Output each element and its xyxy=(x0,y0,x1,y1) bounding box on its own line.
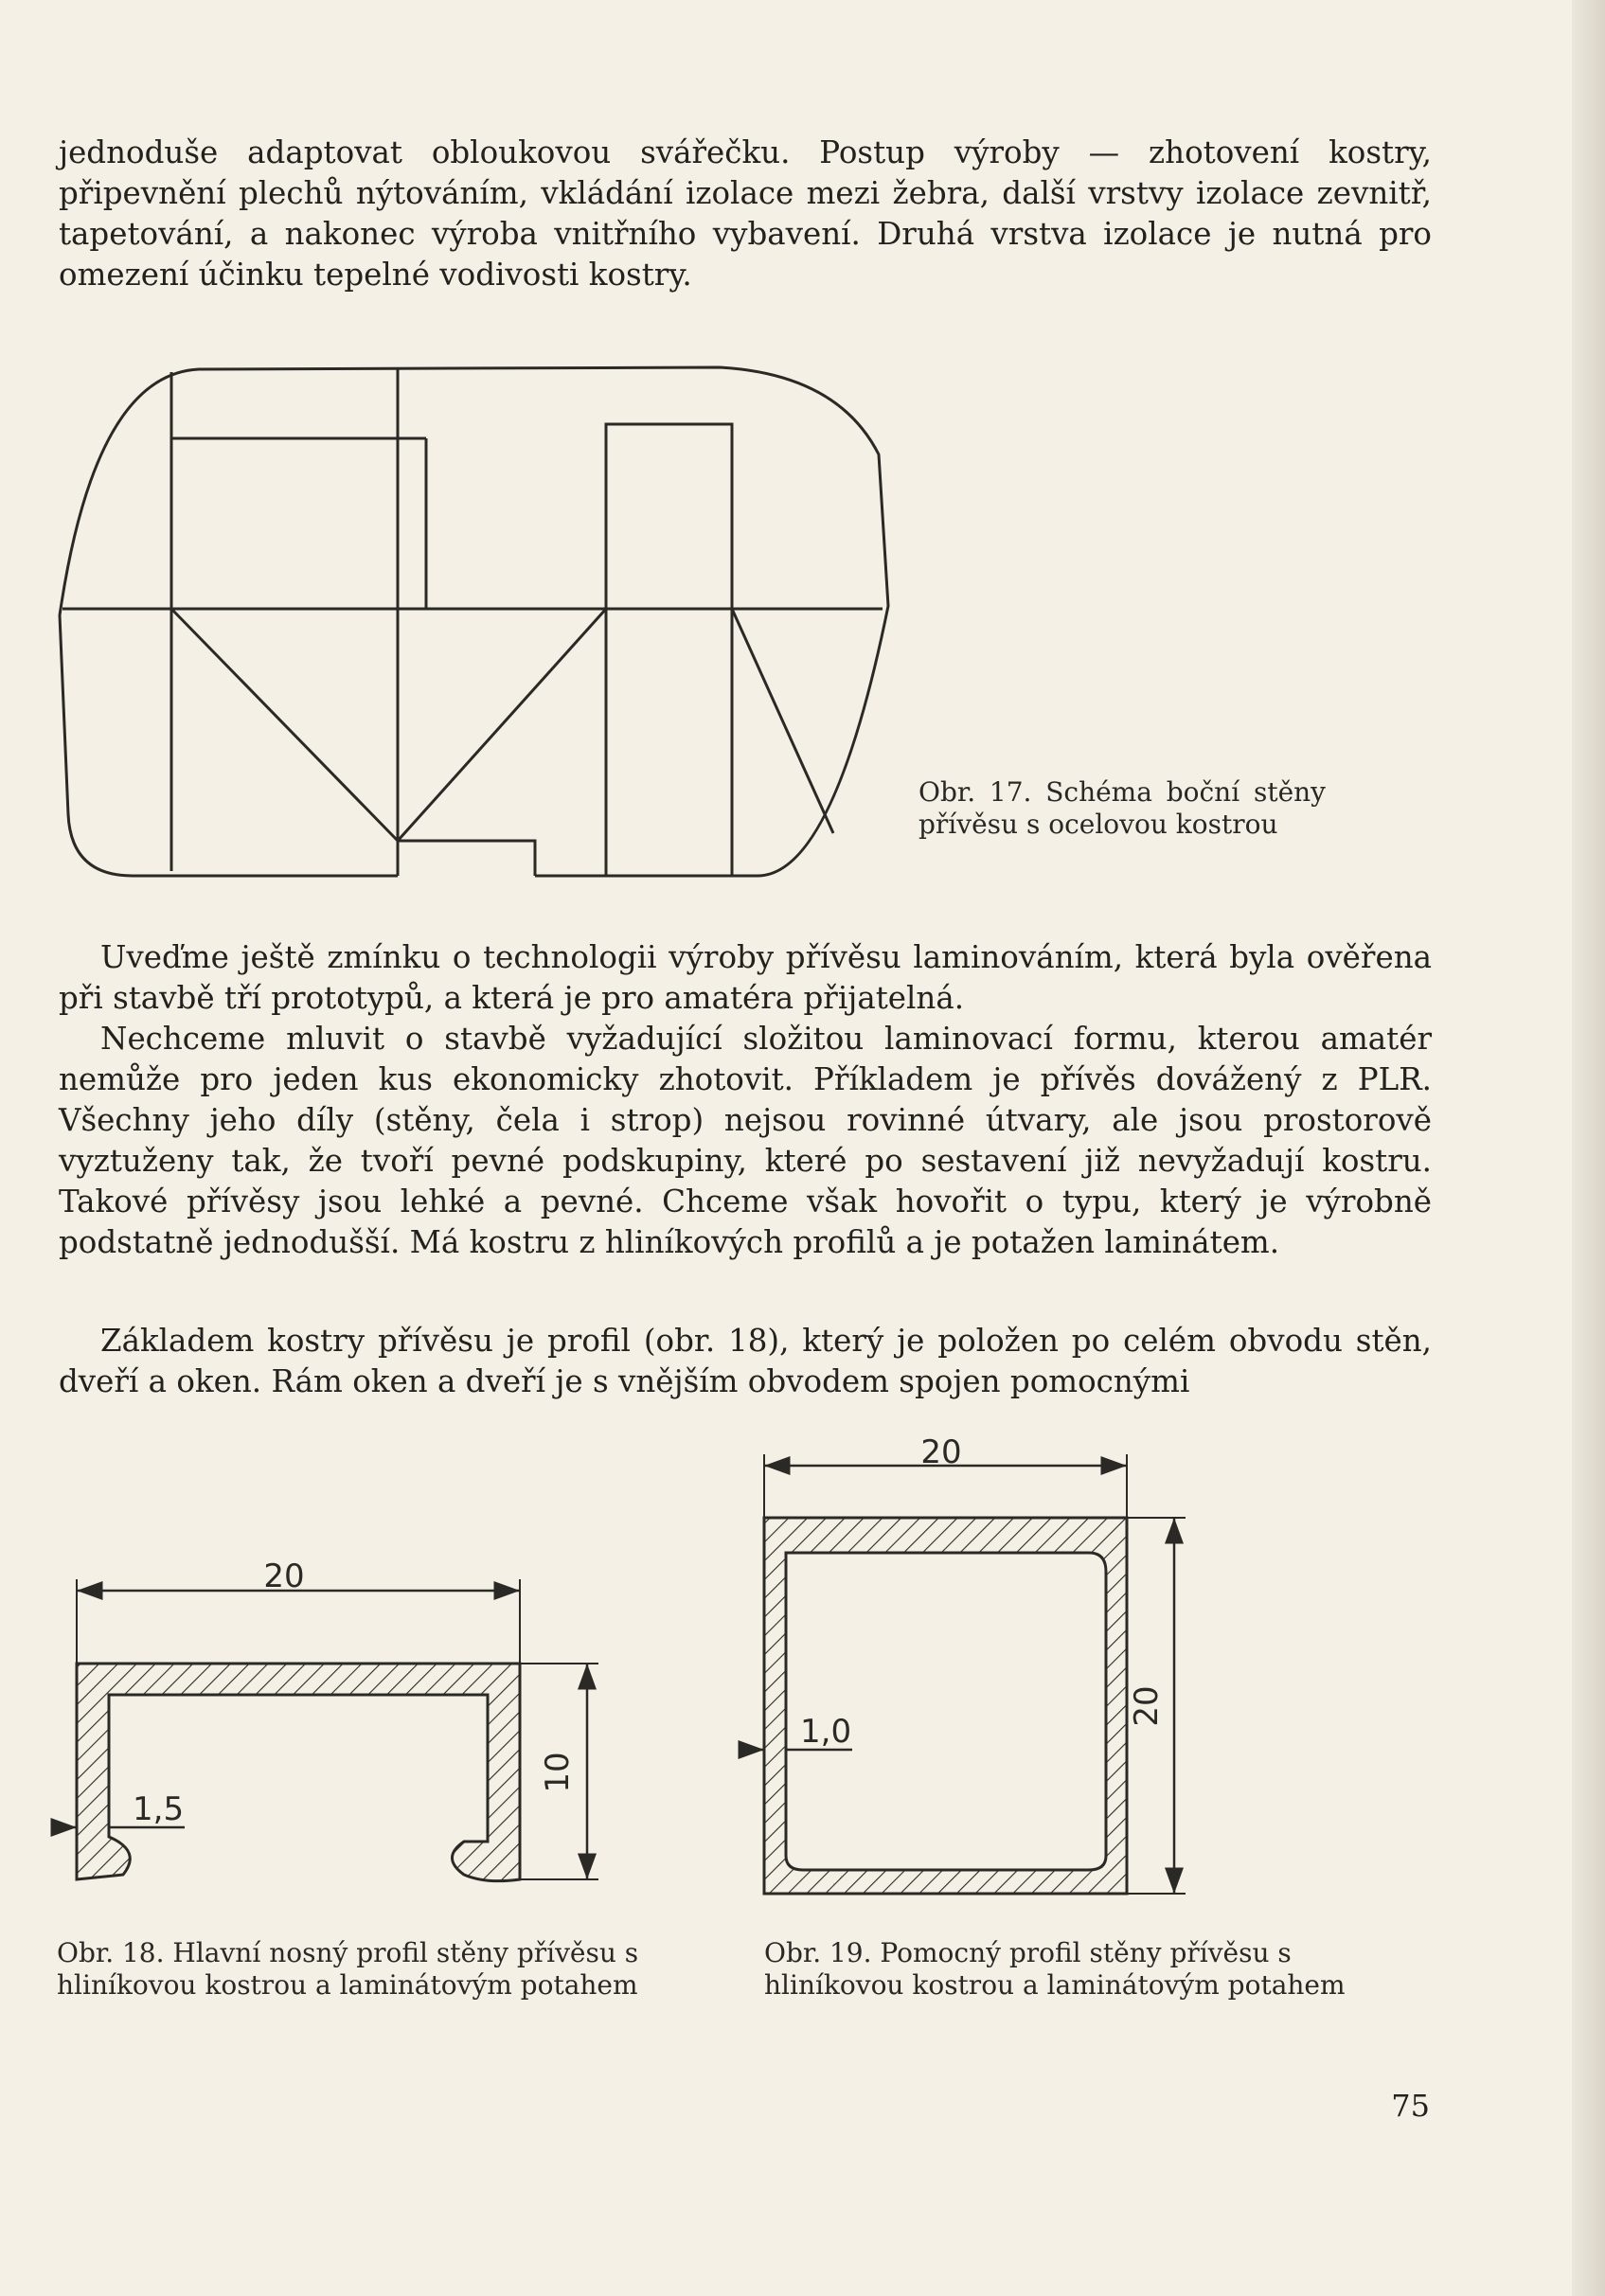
page-number: 75 xyxy=(1391,2088,1430,2124)
fig17-frame xyxy=(60,367,888,876)
fig17-caption: Obr. 17. Schéma boční stěny přívěsu s ocelovou kostrou xyxy=(918,776,1326,840)
fig18-width-label: 20 xyxy=(263,1557,305,1595)
fig18-caption: Obr. 18. Hlavní nosný profil stěny přívěsu s hliníkovou kostrou a laminátovým potahem xyxy=(57,1937,639,2001)
fig18-height-label: 10 xyxy=(539,1752,577,1793)
fig19-thickness-label: 1,0 xyxy=(800,1713,852,1751)
fig19-width-label: 20 xyxy=(920,1433,962,1471)
fig19-caption: Obr. 19. Pomocný profil stěny přívěsu s hliníkovou kostrou a laminátovým potahem xyxy=(764,1937,1346,2001)
fig18-profile xyxy=(52,1579,598,1881)
paragraph-laminate-1: Uveďme ještě zmínku o technologii výroby přívěsu laminováním, která byla ověřena při stavbě tří prototypů, a která je pro amatéra přijatelná. xyxy=(59,939,1432,1016)
fig19-height-label: 20 xyxy=(1128,1685,1166,1727)
paragraph-profile: Základem kostry přívěsu je profil (obr. 18), který je položen po celém obvodu stěn, dveří a oken. Rám oken a dveří je s vnějším obvodem spojen pomocnými xyxy=(59,1323,1432,1399)
fig19-profile xyxy=(740,1454,1186,1894)
paragraph-laminate-2: Nechceme mluvit o stavbě vyžadující složitou laminovací formu, kterou amatér nemůže pro jeden kus ekonomicky zhotovit. Příkladem je přívěs dovážený z PLR. Všechny jeho díly (stěny, čela i strop) nejsou rovinné útvary, ale jsou prostorově vyztuženy tak, že tvoří pevné podskupiny, které po sestavení již nevyžadují kostru. Takové přívěsy jsou lehké a pevné. Chceme však hovořit o typu, který je výrobně podstatně jednodušší. Má kostru z hliníkových profilů a je potažen laminátem. xyxy=(59,1021,1432,1260)
paragraph-intro: jednoduše adaptovat obloukovou svářečku. Postup výroby — zhotovení kostry, připevnění plechů nýtováním, vkládání izolace mezi žebra, další vrstvy izolace zevnitř, tapetování, a nakonec výroba vnitřního vybavení. Druhá vrstva izolace je nutná pro omezení účinku tepelné vodivosti kostry. xyxy=(59,134,1432,293)
fig18-thickness-label: 1,5 xyxy=(133,1790,185,1828)
